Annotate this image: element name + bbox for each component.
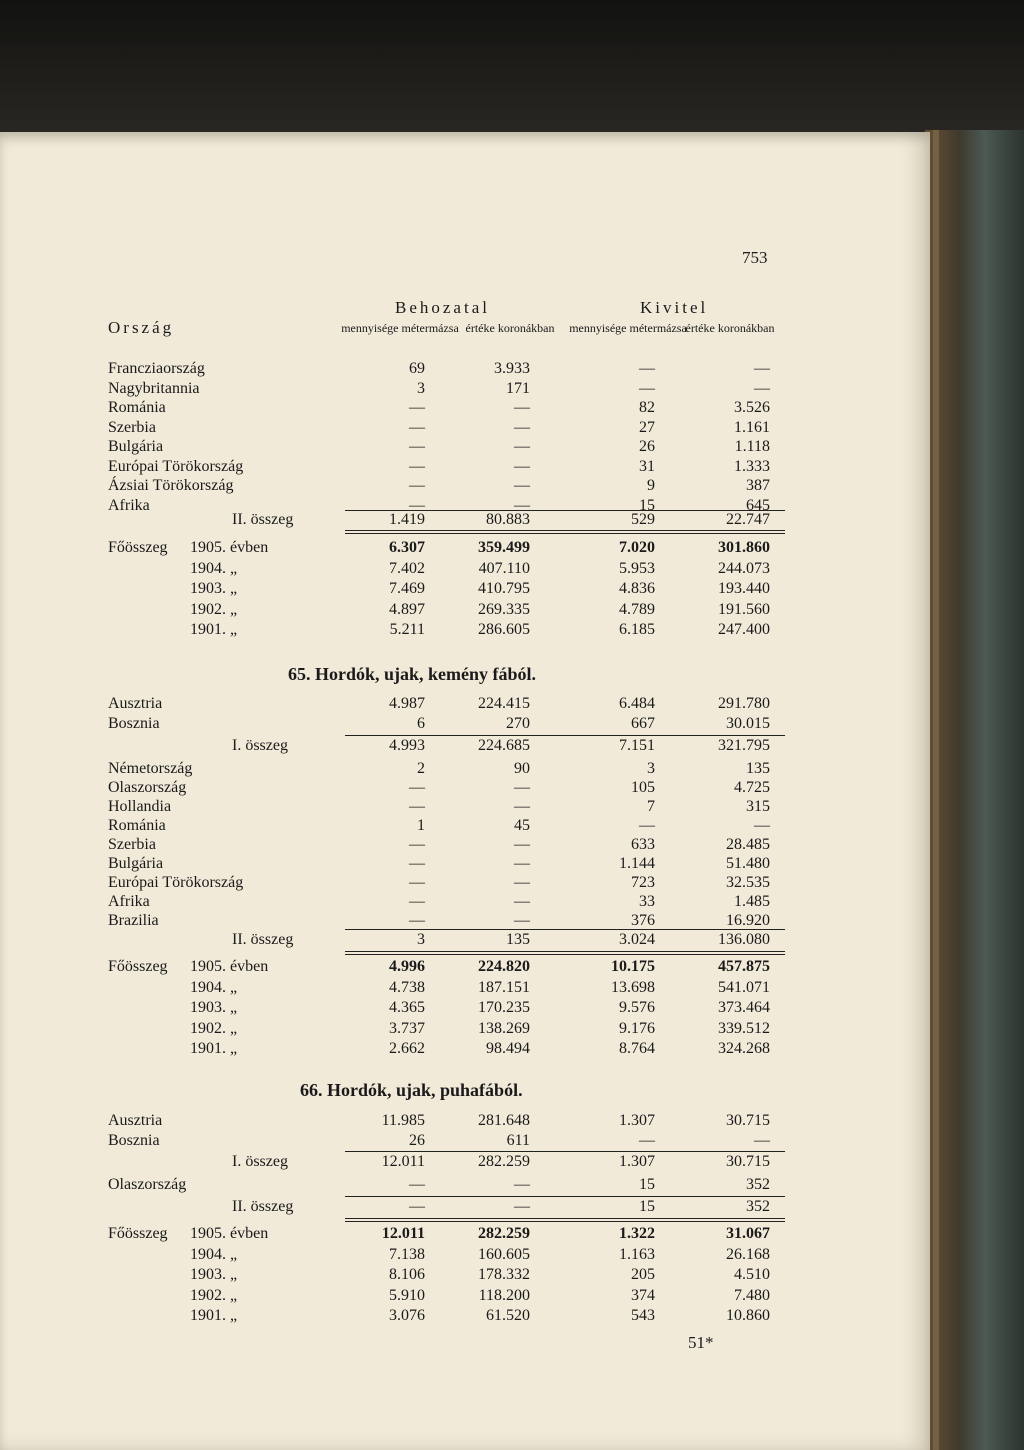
value-cell: 7 (647, 798, 655, 815)
value-cell: — (409, 836, 425, 853)
total-value-cell: 9.176 (619, 1019, 655, 1037)
row-label: Szerbia (108, 418, 156, 436)
total-value-cell: 8.764 (619, 1040, 655, 1057)
value-cell: 30.715 (726, 1153, 770, 1170)
value-cell: — (754, 817, 770, 834)
value-cell: 69 (409, 360, 425, 377)
total-value-cell: 118.200 (478, 1286, 530, 1304)
year-label: 1901. „ (190, 1307, 238, 1324)
value-cell: — (754, 379, 770, 397)
value-cell: 32.535 (726, 874, 770, 891)
value-cell: 27 (639, 418, 655, 436)
rule-line (345, 1218, 785, 1219)
value-cell: 15 (639, 1176, 655, 1193)
value-cell: — (514, 1198, 530, 1215)
value-cell: 224.685 (478, 737, 530, 754)
value-cell: 1.419 (389, 511, 425, 528)
rule-line (345, 735, 785, 736)
value-cell: 611 (506, 1131, 530, 1149)
total-value-cell: 7.469 (389, 580, 425, 597)
total-value-cell: 10.175 (611, 958, 655, 975)
total-value-cell: 26.168 (726, 1245, 770, 1263)
section-title: 66. Hordók, ujak, puhafából. (300, 1080, 523, 1100)
total-value-cell: 12.011 (381, 1225, 425, 1242)
value-cell: 28.485 (726, 836, 770, 853)
row-label: Afrika (108, 496, 150, 514)
total-value-cell: 4.897 (389, 600, 425, 618)
value-cell: 45 (514, 817, 530, 834)
value-cell: — (409, 798, 425, 815)
row-label: Románia (108, 399, 166, 416)
value-cell: — (409, 496, 425, 514)
value-cell: 1.144 (619, 855, 655, 872)
value-cell: — (754, 360, 770, 377)
value-cell: — (754, 1131, 770, 1149)
value-cell: 529 (631, 511, 655, 528)
value-cell: 1.307 (619, 1153, 655, 1170)
value-cell: — (409, 457, 425, 475)
row-label: Hollandia (108, 798, 172, 815)
total-value-cell: 61.520 (486, 1307, 530, 1324)
value-cell: — (514, 477, 530, 494)
row-label: II. összeg (232, 511, 294, 528)
value-cell: — (514, 457, 530, 475)
total-value-cell: 359.499 (478, 539, 530, 556)
total-value-cell: 301.860 (718, 539, 770, 556)
rule-line (345, 533, 785, 534)
total-value-cell: 9.576 (619, 999, 655, 1016)
total-value-cell: 286.605 (478, 621, 530, 638)
total-value-cell: 282.259 (478, 1225, 530, 1242)
value-cell: — (409, 399, 425, 416)
year-label: 1903. „ (190, 999, 238, 1016)
row-label: Románia (108, 817, 166, 834)
value-cell: 2 (417, 760, 425, 777)
rule-line (345, 1221, 785, 1222)
value-cell: 3.024 (619, 931, 655, 948)
total-value-cell: 224.820 (478, 958, 530, 975)
total-value-cell: 410.795 (478, 580, 530, 597)
value-cell: 3 (417, 379, 425, 397)
total-value-cell: 6.307 (389, 539, 425, 556)
row-label: Olaszország (108, 1176, 187, 1193)
total-value-cell: 4.365 (389, 999, 425, 1016)
total-value-cell: 191.560 (718, 600, 770, 618)
value-cell: 3 (647, 760, 655, 777)
value-cell: 1.333 (734, 457, 770, 475)
total-value-cell: 5.953 (619, 559, 655, 577)
total-value-cell: 7.480 (734, 1286, 770, 1304)
value-cell: 135 (746, 760, 770, 777)
value-cell: 136.080 (718, 931, 770, 948)
value-cell: 31 (639, 457, 655, 475)
value-cell: — (409, 477, 425, 494)
value-cell: — (409, 438, 425, 455)
value-cell: 7.151 (619, 737, 655, 754)
total-value-cell: 1.322 (619, 1225, 655, 1242)
row-label: Francziaország (108, 360, 205, 377)
value-cell: 1.307 (619, 1112, 655, 1129)
value-cell: — (409, 893, 425, 910)
total-value-cell: 170.235 (478, 999, 530, 1016)
row-label: Ausztria (108, 695, 163, 712)
value-cell: 387 (746, 477, 770, 494)
value-cell: 321.795 (718, 737, 770, 754)
year-label: 1903. „ (190, 580, 238, 597)
year-label: 1902. „ (190, 1286, 238, 1304)
total-value-cell: 7.020 (619, 539, 655, 556)
rule-line (345, 530, 785, 531)
total-value-cell: 339.512 (718, 1019, 770, 1037)
year-label: 1901. „ (190, 1040, 238, 1057)
total-value-cell: 10.860 (726, 1307, 770, 1324)
total-value-cell: 4.836 (619, 580, 655, 597)
value-cell: 6.484 (619, 695, 655, 712)
total-value-cell: 457.875 (718, 958, 770, 975)
total-value-cell: 138.269 (478, 1019, 530, 1037)
total-value-cell: 324.268 (718, 1040, 770, 1057)
total-value-cell: 5.211 (389, 621, 425, 638)
total-value-cell: 3.076 (389, 1307, 425, 1324)
book-cover-edge (925, 130, 1024, 1450)
row-label: Brazilia (108, 912, 159, 929)
value-cell: — (514, 836, 530, 853)
value-cell: — (514, 874, 530, 891)
total-value-cell: 4.738 (389, 978, 425, 996)
year-label: 1905. évben (190, 539, 269, 556)
value-cell: 105 (631, 779, 655, 796)
row-label: Európai Törökország (108, 457, 244, 475)
row-label: Olaszország (108, 779, 187, 796)
total-value-cell: 543 (631, 1307, 655, 1324)
row-label: Európai Törökország (108, 874, 244, 891)
total-value-cell: 193.440 (718, 580, 770, 597)
total-value-cell: 244.073 (718, 559, 770, 577)
value-cell: 270 (506, 714, 530, 732)
value-cell: — (514, 438, 530, 455)
total-value-cell: 8.106 (389, 1266, 425, 1283)
page-number: 753 (742, 248, 768, 267)
value-cell: 15 (639, 1198, 655, 1215)
total-value-cell: 205 (631, 1266, 655, 1283)
value-cell: 11.985 (381, 1112, 425, 1129)
total-value-cell: 98.494 (486, 1040, 530, 1057)
year-label: 1901. „ (190, 621, 238, 638)
value-cell: 80.883 (486, 511, 530, 528)
total-value-cell: 1.163 (619, 1245, 655, 1263)
value-cell: 30.715 (726, 1112, 770, 1129)
value-cell: — (514, 798, 530, 815)
row-label: II. összeg (232, 931, 294, 948)
value-cell: 282.259 (478, 1153, 530, 1170)
row-label: Bosznia (108, 714, 160, 732)
value-cell: 4.993 (389, 737, 425, 754)
value-cell: — (639, 817, 655, 834)
value-cell: 645 (746, 496, 770, 514)
value-cell: 4.725 (734, 779, 770, 796)
value-cell: 22.747 (726, 511, 770, 528)
total-value-cell: 541.071 (718, 978, 770, 996)
row-label: Bulgária (108, 438, 164, 455)
section-title: 65. Hordók, ujak, kemény fából. (288, 664, 537, 684)
total-value-cell: 160.605 (478, 1245, 530, 1263)
total-value-cell: 374 (631, 1286, 655, 1304)
row-label: I. összeg (232, 1153, 288, 1170)
value-cell: 1.485 (734, 893, 770, 910)
value-cell: 723 (631, 874, 655, 891)
total-value-cell: 6.185 (619, 621, 655, 638)
total-value-cell: 187.151 (478, 978, 530, 996)
total-value-cell: 3.737 (389, 1019, 425, 1037)
value-cell: 4.987 (389, 695, 425, 712)
value-cell: 12.011 (381, 1153, 425, 1170)
country-header: Ország (108, 318, 175, 337)
export-header: Kivitel (640, 298, 709, 317)
total-value-cell: 31.067 (726, 1225, 770, 1242)
value-cell: 667 (631, 714, 655, 732)
value-cell: 315 (746, 798, 770, 815)
year-label: 1904. „ (190, 978, 238, 996)
value-cell: 51.480 (726, 855, 770, 872)
value-cell: 352 (746, 1198, 770, 1215)
value-cell: 82 (639, 399, 655, 416)
row-label: Ázsiai Törökország (108, 477, 234, 494)
total-value-cell: 373.464 (718, 999, 770, 1016)
row-label: Bosznia (108, 1131, 160, 1149)
value-cell: 291.780 (718, 695, 770, 712)
export-value-header: értéke koronákban (685, 321, 775, 335)
year-label: 1902. „ (190, 1019, 238, 1037)
value-cell: — (514, 496, 530, 514)
value-cell: 224.415 (478, 695, 530, 712)
total-value-cell: 4.789 (619, 600, 655, 618)
row-label: Szerbia (108, 836, 156, 853)
value-cell: 3.933 (494, 360, 530, 377)
value-cell: 26 (409, 1131, 425, 1149)
value-cell: — (514, 779, 530, 796)
rule-line (345, 1151, 785, 1152)
total-value-cell: 7.138 (389, 1245, 425, 1263)
value-cell: 3 (417, 931, 425, 948)
value-cell: — (409, 418, 425, 436)
year-label: 1904. „ (190, 559, 238, 577)
grand-total-label: Főösszeg (108, 539, 168, 556)
value-cell: — (409, 1198, 425, 1215)
year-label: 1904. „ (190, 1245, 238, 1263)
year-label: 1902. „ (190, 600, 238, 618)
value-cell: 3.526 (734, 399, 770, 416)
total-value-cell: 178.332 (478, 1266, 530, 1283)
value-cell: — (514, 912, 530, 929)
year-label: 1905. évben (190, 958, 269, 975)
row-label: Ausztria (108, 1112, 163, 1129)
import-qty-header: mennyisége métermázsa (341, 321, 459, 335)
rule-line (345, 1196, 785, 1197)
total-value-cell: 269.335 (478, 600, 530, 618)
value-cell: 352 (746, 1176, 770, 1193)
value-cell: 15 (639, 496, 655, 514)
value-cell: 1.161 (734, 418, 770, 436)
value-cell: — (514, 418, 530, 436)
value-cell: — (639, 379, 655, 397)
value-cell: — (409, 1176, 425, 1193)
rule-line (345, 951, 785, 952)
value-cell: 171 (506, 379, 530, 397)
row-label: II. összeg (232, 1198, 294, 1215)
total-value-cell: 13.698 (611, 978, 655, 996)
value-cell: — (639, 1131, 655, 1149)
value-cell: — (514, 399, 530, 416)
signature-mark: 51* (688, 1333, 714, 1352)
total-value-cell: 2.662 (389, 1040, 425, 1057)
total-value-cell: 407.110 (478, 559, 530, 577)
import-value-header: értéke koronákban (465, 321, 555, 335)
row-label: Afrika (108, 893, 150, 910)
value-cell: — (639, 360, 655, 377)
grand-total-label: Főösszeg (108, 1225, 168, 1242)
row-label: Bulgária (108, 855, 164, 872)
dark-background (0, 0, 1024, 140)
rule-line (345, 954, 785, 955)
total-value-cell: 4.996 (389, 958, 425, 975)
total-value-cell: 7.402 (389, 559, 425, 577)
value-cell: — (514, 1176, 530, 1193)
value-cell: 9 (647, 477, 655, 494)
value-cell: 281.648 (478, 1112, 530, 1129)
value-cell: 1.118 (734, 438, 770, 455)
value-cell: 135 (506, 931, 530, 948)
export-qty-header: mennyisége métermázsa (569, 321, 687, 335)
value-cell: — (514, 855, 530, 872)
total-value-cell: 4.510 (734, 1266, 770, 1283)
value-cell: 1 (417, 817, 425, 834)
value-cell: 26 (639, 438, 655, 455)
total-value-cell: 247.400 (718, 621, 770, 638)
value-cell: 16.920 (726, 912, 770, 929)
total-value-cell: 5.910 (389, 1286, 425, 1304)
year-label: 1903. „ (190, 1266, 238, 1283)
rule-line (345, 929, 785, 930)
value-cell: — (409, 874, 425, 891)
row-label: Nagybritannia (108, 379, 200, 397)
value-cell: — (514, 893, 530, 910)
value-cell: 376 (631, 912, 655, 929)
grand-total-label: Főösszeg (108, 958, 168, 975)
value-cell: — (409, 912, 425, 929)
import-header: Behozatal (395, 298, 490, 317)
value-cell: 90 (514, 760, 530, 777)
value-cell: 6 (417, 714, 425, 732)
value-cell: 633 (631, 836, 655, 853)
row-label: I. összeg (232, 737, 288, 754)
value-cell: 33 (639, 893, 655, 910)
value-cell: — (409, 779, 425, 796)
year-label: 1905. évben (190, 1225, 269, 1242)
row-label: Németország (108, 760, 193, 777)
value-cell: 30.015 (726, 714, 770, 732)
value-cell: — (409, 855, 425, 872)
